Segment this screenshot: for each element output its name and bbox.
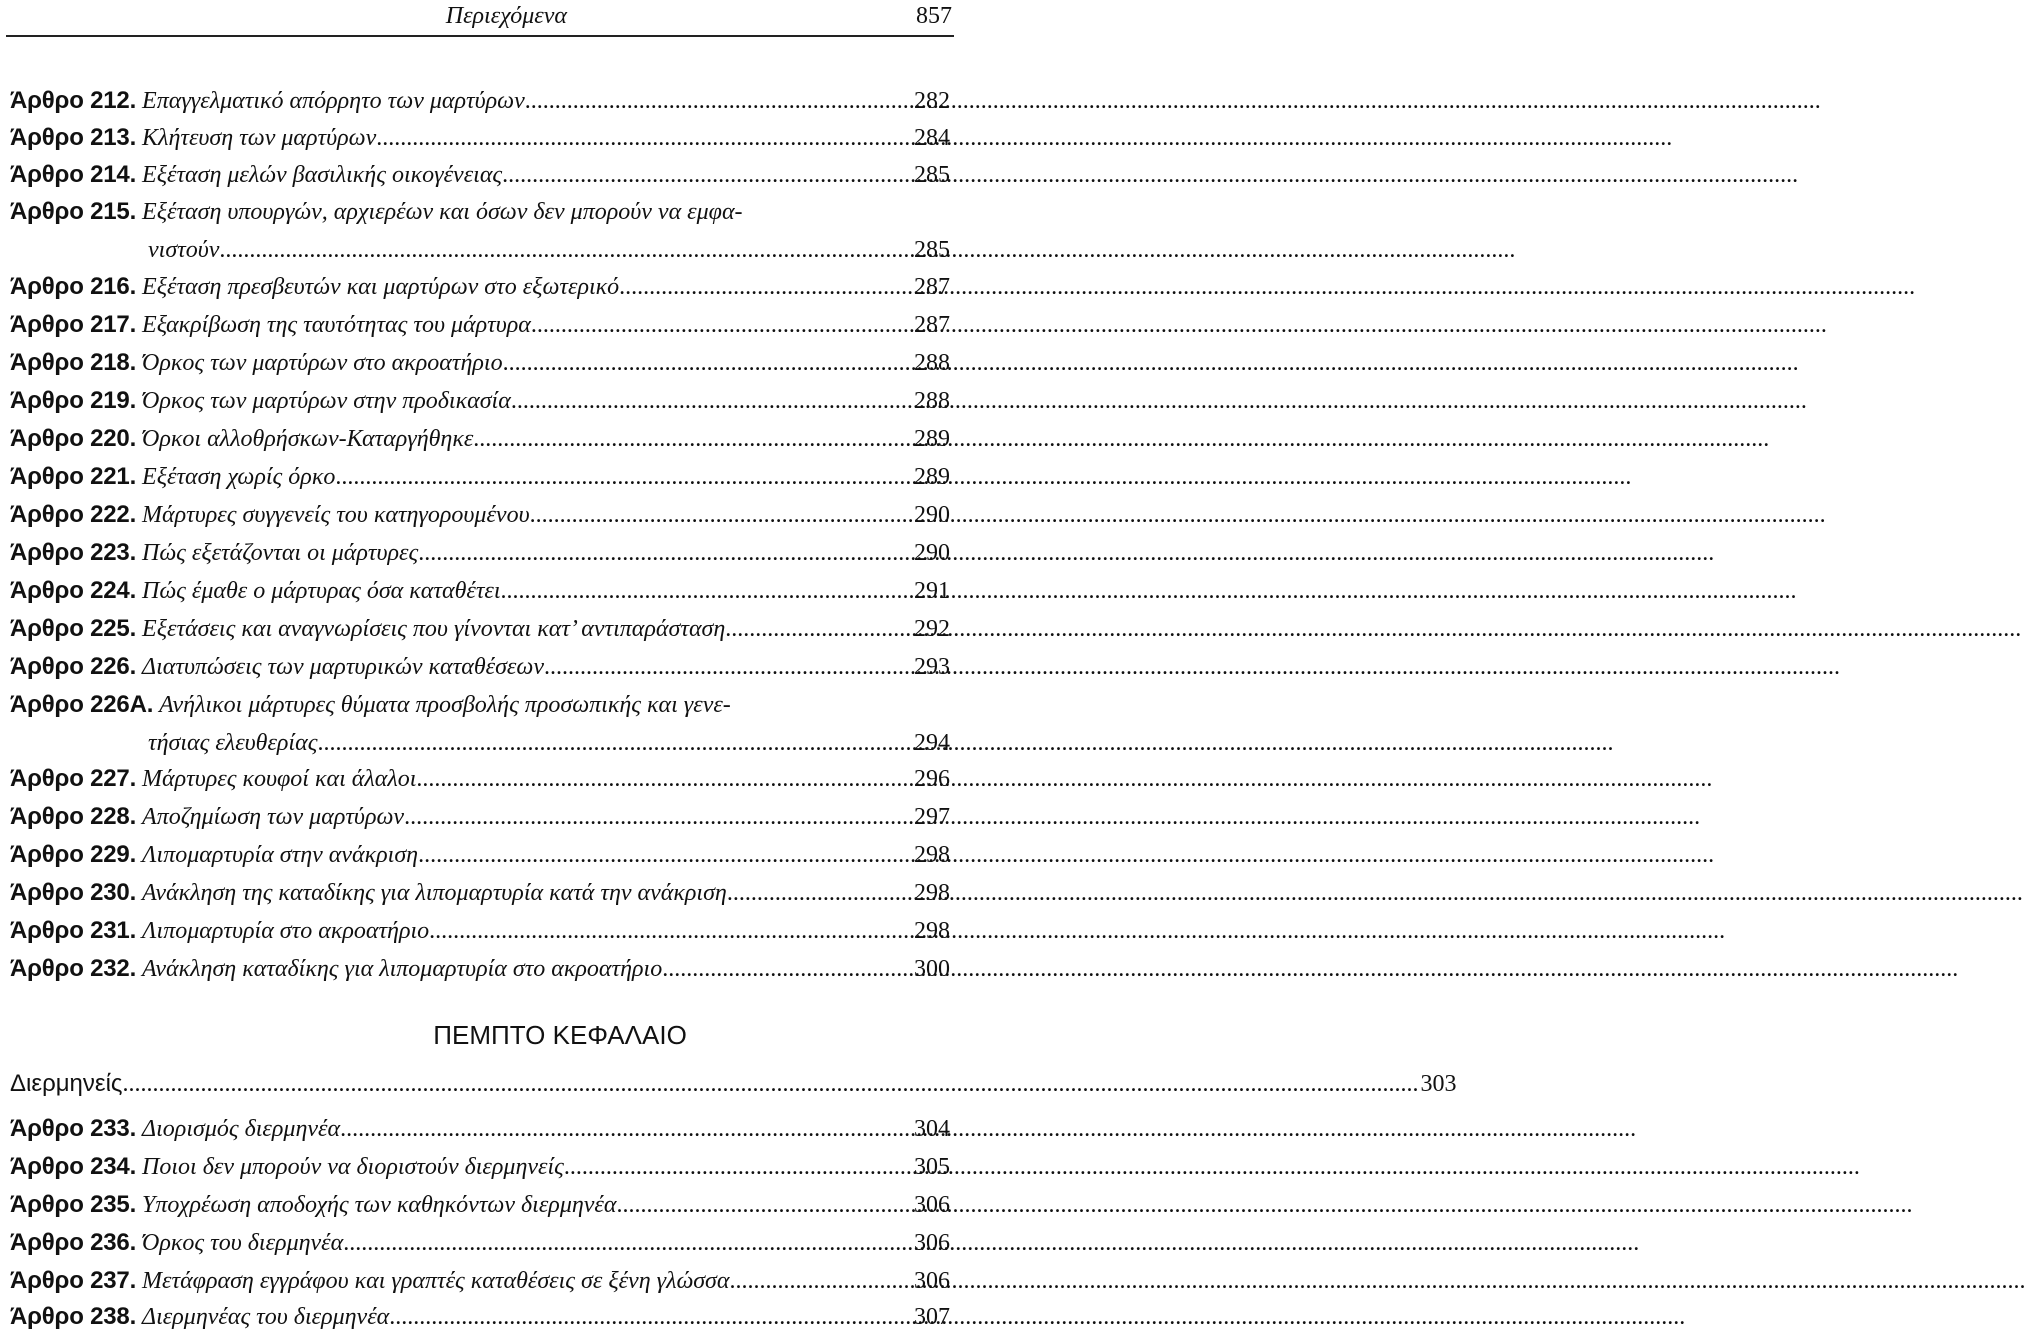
- entry-title: Εξέταση μελών βασιλικής οικογένειας: [142, 162, 503, 188]
- entry-page: 298: [914, 918, 950, 944]
- entry-page: 294: [914, 730, 950, 756]
- entry-page: 306: [914, 1192, 950, 1218]
- entry-page: 288: [914, 388, 950, 414]
- entry-title: Μετάφραση εγγράφου και γραπτές καταθέσεις σε ξένη γλώσσα: [142, 1268, 730, 1294]
- toc-entry-interpreters[interactable]: [10, 1065, 1457, 1103]
- entry-page: 303: [1420, 1071, 1457, 1097]
- toc-entry-231[interactable]: [10, 912, 950, 950]
- toc-entry-223[interactable]: [10, 534, 950, 572]
- leader-dots: [725, 610, 912, 648]
- entry-page: 284: [914, 125, 950, 151]
- page-number: 857: [916, 3, 952, 29]
- entry-label: Άρθρο 220.: [10, 425, 137, 452]
- leader-dots: [418, 836, 912, 874]
- entry-title: Πώς έμαθε ο μάρτυρας όσα καταθέτει: [142, 578, 501, 604]
- toc-entry-230[interactable]: [10, 874, 950, 912]
- leader-dots: [616, 1186, 912, 1224]
- entry-label: Διερμηνείς: [10, 1070, 123, 1097]
- entry-page: 305: [914, 1154, 950, 1180]
- leader-dots: [530, 496, 912, 534]
- entry-title: Ανάκληση καταδίκης για λιπομαρτυρία στο ακροατήριο: [142, 956, 663, 982]
- toc-entry-213[interactable]: [10, 119, 950, 157]
- leader-dots: [729, 1262, 912, 1300]
- entry-title-line2: νιστούν: [148, 237, 220, 263]
- entry-label: Άρθρο 214.: [10, 161, 137, 188]
- toc-entry-218[interactable]: [10, 344, 950, 382]
- toc-entry-234[interactable]: [10, 1148, 950, 1186]
- leader-dots: [503, 344, 912, 382]
- entry-label: Άρθρο 236.: [10, 1229, 137, 1256]
- entry-title: Ανάκληση της καταδίκης για λιπομαρτυρία κατά την ανάκριση: [142, 880, 727, 906]
- entry-page: 296: [914, 766, 950, 792]
- entry-page: 298: [914, 842, 950, 868]
- toc-entry-215[interactable]: [10, 193, 950, 269]
- toc-entry-228[interactable]: [10, 798, 950, 836]
- entry-title: Όρκοι αλλοθρήσκων-Καταργήθηκε: [142, 426, 474, 452]
- entry-label: Άρθρο 221.: [10, 463, 137, 490]
- entry-page: 289: [914, 426, 950, 452]
- page-header: [0, 0, 960, 36]
- toc-entry-236[interactable]: [10, 1224, 950, 1262]
- leader-dots: [525, 82, 912, 120]
- entry-page: 288: [914, 350, 950, 376]
- entry-page: 290: [914, 502, 950, 528]
- entry-title: Επαγγελματικό απόρρητο των μαρτύρων: [142, 88, 525, 114]
- toc-entry-221[interactable]: [10, 458, 950, 496]
- leader-dots: [317, 724, 912, 762]
- entry-title: Εξέταση χωρίς όρκο: [142, 464, 336, 490]
- entry-page: 298: [914, 880, 950, 906]
- entry-title: Όρκος των μαρτύρων στην προδικασία: [142, 388, 511, 414]
- leader-dots: [376, 119, 912, 157]
- entry-title: Όρκος του διερμηνέα: [142, 1230, 344, 1256]
- entry-title: Διορισμός διερμηνέα: [142, 1116, 341, 1142]
- entry-label: Άρθρο 216.: [10, 273, 137, 300]
- entry-page: 290: [914, 540, 950, 566]
- leader-dots: [501, 572, 912, 610]
- leader-dots: [418, 534, 912, 572]
- header-rule: [6, 35, 954, 37]
- entry-page: 304: [914, 1116, 950, 1142]
- entry-label: Άρθρο 233.: [10, 1115, 137, 1142]
- toc-entry-226[interactable]: [10, 648, 950, 686]
- entry-page: 285: [914, 237, 950, 263]
- entry-page: 306: [914, 1230, 950, 1256]
- entry-label: Άρθρο 218.: [10, 349, 137, 376]
- entry-label: Άρθρο 223.: [10, 539, 137, 566]
- entry-label: Άρθρο 222.: [10, 501, 137, 528]
- leader-dots: [619, 268, 912, 306]
- toc-entry-235[interactable]: [10, 1186, 950, 1224]
- entry-page: 287: [914, 312, 950, 338]
- entry-label: Άρθρο 227.: [10, 765, 137, 792]
- leader-dots: [335, 458, 912, 496]
- entry-label: Άρθρο 238.: [10, 1303, 137, 1330]
- entry-label: Άρθρο 226.: [10, 653, 137, 680]
- toc-entry-237[interactable]: [10, 1262, 950, 1300]
- entry-title: Ποιοι δεν μπορούν να διοριστούν διερμηνείς: [142, 1154, 564, 1180]
- entry-title: Λιπομαρτυρία στο ακροατήριο: [142, 918, 430, 944]
- entry-label: Άρθρο 230.: [10, 879, 137, 906]
- entry-label: Άρθρο 229.: [10, 841, 137, 868]
- entry-title: Κλήτευση των μαρτύρων: [142, 125, 377, 151]
- entry-title-line2: τήσιας ελευθερίας: [148, 730, 318, 756]
- entry-page: 289: [914, 464, 950, 490]
- entry-page: 285: [914, 162, 950, 188]
- entry-label: Άρθρο 237.: [10, 1267, 137, 1294]
- leader-dots: [123, 1065, 1419, 1103]
- entry-title: Διερμηνέας του διερμηνέα: [142, 1304, 390, 1330]
- toc-entry-233[interactable]: [10, 1110, 950, 1148]
- entry-title: Εξετάσεις και αναγνωρίσεις που γίνονται κατ’ αντιπαράσταση: [142, 616, 726, 642]
- entry-page: 293: [914, 654, 950, 680]
- leader-dots: [564, 1148, 912, 1186]
- entry-title-line1: Ανήλικοι μάρτυρες θύματα προσβολής προσωπικής και γενε-: [159, 692, 731, 718]
- leader-dots: [531, 306, 912, 344]
- toc-entry-238[interactable]: [10, 1298, 950, 1336]
- entry-title: Διατυπώσεις των μαρτυρικών καταθέσεων: [142, 654, 544, 680]
- entry-title: Πώς εξετάζονται οι μάρτυρες: [142, 540, 419, 566]
- entry-page: 300: [914, 956, 950, 982]
- leader-dots: [389, 1298, 912, 1336]
- entry-title: Υποχρέωση αποδοχής των καθηκόντων διερμηνέα: [142, 1192, 617, 1218]
- leader-dots: [662, 950, 912, 988]
- entry-label: Άρθρο 215.: [10, 198, 137, 225]
- entry-label: Άρθρο 226Α.: [10, 691, 154, 718]
- toc-entry-214[interactable]: [10, 156, 950, 194]
- leader-dots: [502, 156, 912, 194]
- leader-dots: [343, 1224, 912, 1262]
- entry-label: Άρθρο 225.: [10, 615, 137, 642]
- toc-entry-229[interactable]: [10, 836, 950, 874]
- toc-entry-219[interactable]: [10, 382, 950, 420]
- entry-page: 282: [914, 88, 950, 114]
- entry-title: Μάρτυρες κουφοί και άλαλοι: [142, 766, 417, 792]
- leader-dots: [511, 382, 912, 420]
- entry-label: Άρθρο 213.: [10, 124, 137, 151]
- toc-entry-212[interactable]: [10, 82, 950, 120]
- entry-title: Εξακρίβωση της ταυτότητας του μάρτυρα: [142, 312, 531, 338]
- leader-dots: [340, 1110, 912, 1148]
- leader-dots: [429, 912, 912, 950]
- entry-label: Άρθρο 234.: [10, 1153, 137, 1180]
- leader-dots: [219, 231, 912, 269]
- entry-title: Αποζημίωση των μαρτύρων: [142, 804, 405, 830]
- leader-dots: [544, 648, 912, 686]
- entry-page: 297: [914, 804, 950, 830]
- leader-dots: [727, 874, 912, 912]
- entry-title: Λιπομαρτυρία στην ανάκριση: [142, 842, 419, 868]
- toc-entry-222[interactable]: [10, 496, 950, 534]
- entry-label: Άρθρο 212.: [10, 87, 137, 114]
- entry-title: Εξέταση πρεσβευτών και μαρτύρων στο εξωτερικό: [142, 274, 620, 300]
- entry-label: Άρθρο 232.: [10, 955, 137, 982]
- entry-page: 291: [914, 578, 950, 604]
- running-title: Περιεχόμενα: [445, 3, 567, 29]
- toc-entry-216[interactable]: [10, 268, 950, 306]
- entry-title-line1: Εξέταση υπουργών, αρχιερέων και όσων δεν μπορούν να εμφα-: [142, 199, 743, 225]
- toc-entry-220[interactable]: [10, 420, 950, 458]
- entry-title: Όρκος των μαρτύρων στο ακροατήριο: [142, 350, 503, 376]
- entry-label: Άρθρο 224.: [10, 577, 137, 604]
- leader-dots: [416, 760, 912, 798]
- entry-page: 287: [914, 274, 950, 300]
- entry-label: Άρθρο 219.: [10, 387, 137, 414]
- entry-label: Άρθρο 217.: [10, 311, 137, 338]
- toc-entry-226a[interactable]: [10, 686, 950, 762]
- toc-entry-225[interactable]: [10, 610, 950, 648]
- toc-entry-232[interactable]: [10, 950, 950, 988]
- entry-label: Άρθρο 228.: [10, 803, 137, 830]
- entry-page: 307: [914, 1304, 950, 1330]
- entry-title: Μάρτυρες συγγενείς του κατηγορουμένου: [142, 502, 530, 528]
- toc-entry-224[interactable]: [10, 572, 950, 610]
- entry-page: 306: [914, 1268, 950, 1294]
- entry-label: Άρθρο 231.: [10, 917, 137, 944]
- toc-entry-217[interactable]: [10, 306, 950, 344]
- entry-page: 292: [914, 616, 950, 642]
- chapter-heading: ΠΕΜΠΤΟ ΚΕΦΑΛΑΙΟ: [433, 1020, 687, 1050]
- toc-entry-227[interactable]: [10, 760, 950, 798]
- leader-dots: [404, 798, 912, 836]
- entry-label: Άρθρο 235.: [10, 1191, 137, 1218]
- leader-dots: [473, 420, 912, 458]
